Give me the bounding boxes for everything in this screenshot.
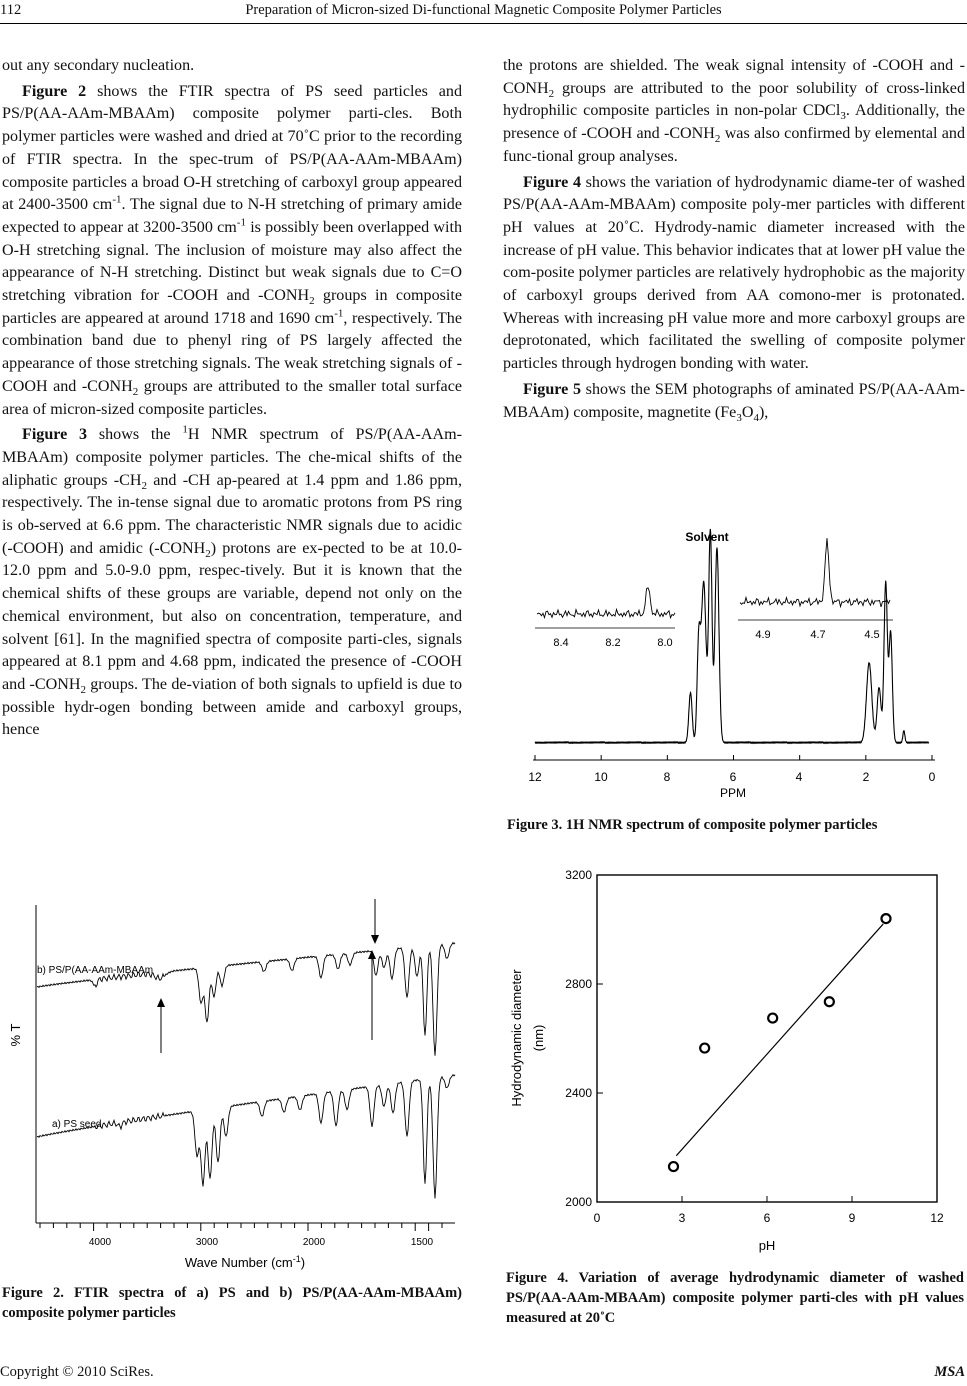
data-point xyxy=(700,1044,709,1053)
arrow-icon xyxy=(157,998,165,1053)
x-tick-label: 0 xyxy=(593,1211,601,1225)
inset-tick-label: 8.0 xyxy=(657,637,673,649)
paragraph: out any secondary nucleation. xyxy=(2,57,195,74)
spectrum-b-line xyxy=(37,943,455,1056)
y-tick-label: 3200 xyxy=(565,868,592,882)
spectrum-a-line xyxy=(37,1075,455,1199)
x-axis-ticks xyxy=(535,755,932,760)
y-axis-label: % T xyxy=(8,1023,23,1047)
y-tick-label: 2000 xyxy=(565,1195,592,1209)
tick-label: 3000 xyxy=(195,1237,219,1248)
tick-label: 8 xyxy=(663,770,671,784)
tick-label: 4 xyxy=(795,770,803,784)
data-point xyxy=(768,1014,777,1023)
page-header xyxy=(0,0,967,22)
paragraph: Figure 2 shows the FTIR spectra of PS seed particles and PS/P(AA-AAm-MBAAm) composite polymer parti-cles. Both polymer particles were washed and dried at 70˚C prior to the recording of FTIR spectra. In the spec-trum of PS/P(AA-AAm-MBAAm) composite particles a broad O-H stretching of carboxyl group appeared at 2400-3500 $cm^{-1}$. The signal due to N-H stretching of primary amide expected to appear at 3200-3500 $cm^{-1}$ is possibly been overlapped with O-H stretching signal. The inclusion of moisture may also affect the appearance of N-H stretching. Distinct but weak signals due to C=O stretching vibration for -COOH and $-CONH_2$ groups in composite particles are appeared at around 1718 and 1690 $cm^{-1}$, respectively. The combination band due to phenyl ring of PS largely affected the appearance of those stretching signals. The weak stretching signals of -COOH and $-CONH_2$ groups are attributed to the smaller total surface area of micron-sized composite particles. xyxy=(2,82,463,418)
y-axis-label: Hydrodynamic diameter xyxy=(509,969,524,1107)
nmr-inset-line xyxy=(740,538,890,607)
figure-ref: Figure 3 xyxy=(22,426,88,444)
figure-3-nmr-spectrum xyxy=(505,522,965,807)
paragraph: Figure 4 shows the variation of hydrodynamic diame-ter of washed PS/P(AA-AAm-MBAAm) composite poly-mer particles with different pH values at 20˚C. Hydrody-namic diameter increased with the increase of pH value. This behavior indicates that at lower pH value the com-posite polymer particles are relatively hydrophobic as the majority of carboxyl groups derived from AA comono-mer is protonated. Whereas with increasing pH value more and more carboxyl groups are deprotonated, which facilitated the swelling of composite polymer particles through hydrogen bonding with water. xyxy=(503,173,965,373)
left-column xyxy=(2,55,462,745)
inset-tick-label: 8.4 xyxy=(553,637,569,649)
tick-label: 10 xyxy=(594,770,608,784)
tick-label: 6 xyxy=(729,770,737,784)
x-tick-label: 12 xyxy=(930,1211,944,1225)
figure-3-caption: Figure 3. 1H NMR spectrum of composite polymer particles xyxy=(507,817,878,833)
x-tick-label: 6 xyxy=(763,1211,771,1225)
spectrum-a-label: a) PS seed xyxy=(52,1119,102,1130)
x-axis-label: Wave Number $(cm^{-1})$ xyxy=(184,1254,306,1270)
figure-4-scatter-chart xyxy=(505,862,965,1262)
x-axis-label: pH xyxy=(758,1238,776,1253)
arrow-icon xyxy=(371,899,379,944)
tick-label: 2 xyxy=(862,770,870,784)
header-rule xyxy=(0,23,967,24)
page-number: 112 xyxy=(0,2,22,18)
solvent-label: Solvent xyxy=(685,530,729,544)
tick-label: 2000 xyxy=(302,1237,326,1248)
spectrum-b-label: b) PS/P(AA-AAm-MBAAm xyxy=(37,965,154,976)
y-tick-label: 2800 xyxy=(565,977,592,991)
x-axis-ticks xyxy=(594,1196,944,1225)
figure-4-caption: Figure 4. Variation of average hydrodynamic diameter of washed PS/P(AA-AAm-MBAAm) composite polymer parti-cles with pH values measured at 20˚C xyxy=(506,1270,964,1326)
data-point xyxy=(669,1162,678,1171)
figure-ref: Figure 2 xyxy=(22,82,87,100)
inset-tick-label: 4.9 xyxy=(755,629,771,641)
tick-label: 4000 xyxy=(88,1237,112,1248)
x-tick-label: 3 xyxy=(678,1211,686,1225)
trend-line xyxy=(676,924,883,1156)
tick-label: 0 xyxy=(928,770,936,784)
tick-label: 12 xyxy=(528,770,542,784)
figure-ref: Figure 5 xyxy=(523,380,582,398)
inset-tick-label: 8.2 xyxy=(605,637,621,649)
figure-2-caption: Figure 2. FTIR spectra of a) PS and b) PS/P(AA-AAm-MBAAm) composite polymer particles xyxy=(2,1285,462,1321)
paragraph: Figure 5 shows the SEM photographs of aminated PS/P(AA-AAm-MBAAm) composite, magnetite $(Fe_3O_4)$, xyxy=(503,380,965,424)
paragraph: the protons are shielded. The weak signal intensity of -COOH and $-CONH_2$ groups are attributed to the poor solubility of cross-linked hydrophilic composite particles in non-polar CDCl$_3$. Additionally, the presence of -COOH and $-CONH_2$ was also confirmed by elemental and func-tional group analyses. xyxy=(503,57,965,165)
arrow-icon xyxy=(368,950,376,1040)
right-column xyxy=(503,55,965,427)
data-point xyxy=(825,997,834,1006)
tick-label: 1500 xyxy=(410,1237,434,1248)
paragraph: Figure 3 shows the $^1$H NMR spectrum of PS/P(AA-AAm-MBAAm) composite polymer particles. The che-mical shifts of the aliphatic groups $-CH_2$ and -CH ap-peared at 1.4 ppm and 1.86 ppm, respectively. The in-tense signal due to aromatic protons from PS ring is ob-served at 6.6 ppm. The characteristic NMR signals due to acidic (-COOH) and amidic $(-CONH_2)$ protons are ex-pected to be at 10.0-12.0 ppm and 5.0-9.0 ppm, respec-tively. But it is known that the chemical shifts of these groups are variable, depend not only on the chemical environment, but also on concentration, temperature, and solvent [61]. In the magnified spectra of composite parti-cles, signals appeared at 8.1 ppm and 4.68 ppm, indicated the presence of -COOH and $-CONH_2$ groups. The de-viation of both signals to upfield is due to possible hydr-ogen bonding between amide and carboxyl groups, hence xyxy=(2,423,463,739)
inset-tick-label: 4.5 xyxy=(864,629,880,641)
figure-ref: Figure 4 xyxy=(523,173,581,191)
data-point xyxy=(882,914,891,923)
journal-abbrev: MSA xyxy=(934,1364,965,1380)
nmr-inset-line xyxy=(537,588,675,618)
y-tick-label: 2400 xyxy=(565,1086,592,1100)
figure-2-ftir-spectra xyxy=(0,895,470,1275)
inset-tick-label: 4.7 xyxy=(810,629,826,641)
x-axis-label: PPM xyxy=(719,786,747,800)
copyright-notice: Copyright © 2010 SciRes. xyxy=(0,1364,154,1380)
running-title: Preparation of Micron-sized Di-functional Magnetic Composite Polymer Particles xyxy=(245,2,722,18)
x-axis-ticks xyxy=(40,1223,442,1231)
x-tick-label: 9 xyxy=(848,1211,856,1225)
y-axis-label-unit: (nm) xyxy=(531,1024,546,1052)
